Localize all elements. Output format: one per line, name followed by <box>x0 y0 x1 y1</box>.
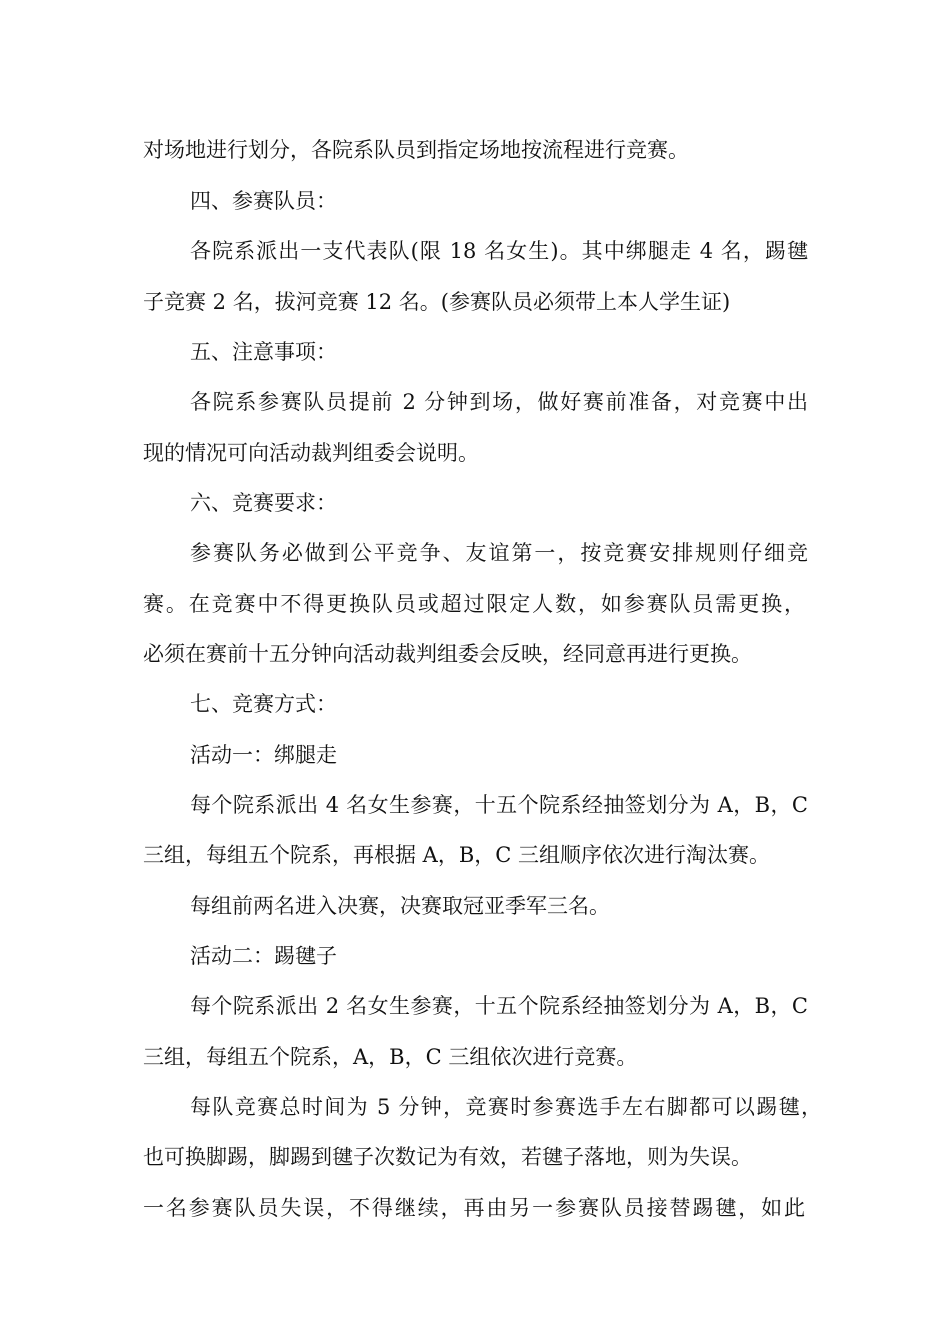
section-heading: 七、竞赛方式： <box>190 692 337 716</box>
section-heading: 六、竞赛要求： <box>190 491 337 515</box>
paragraph-line: 参赛队务必做到公平竞争、友谊第一，按竞赛安排规则仔细竞 <box>190 541 808 565</box>
section-heading: 五、注意事项： <box>190 340 337 364</box>
paragraph-line: 现的情况可向活动裁判组委会说明。 <box>143 441 479 465</box>
paragraph-line: 每队竞赛总时间为 5 分钟，竞赛时参赛选手左右脚都可以踢毽， <box>190 1095 822 1119</box>
paragraph-line: 每个院系派出 4 名女生参赛，十五个院系经抽签划分为 A，B，C <box>190 793 808 817</box>
paragraph-line: 各院系派出一支代表队(限 18 名女生)。其中绑腿走 4 名，踢毽 <box>190 239 808 263</box>
paragraph-line: 对场地进行划分，各院系队员到指定场地按流程进行竞赛。 <box>143 138 689 162</box>
subsection-heading: 活动一：绑腿走 <box>190 743 337 767</box>
paragraph-line: 赛。在竞赛中不得更换队员或超过限定人数，如参赛队员需更换， <box>143 592 805 616</box>
subsection-heading: 活动二：踢毽子 <box>190 944 337 968</box>
paragraph-line: 子竞赛 2 名，拔河竞赛 12 名。(参赛队员必须带上本人学生证) <box>143 290 731 314</box>
paragraph-line: 必须在赛前十五分钟向活动裁判组委会反映，经同意再进行更换。 <box>143 642 752 666</box>
paragraph-line: 一名参赛队员失误，不得继续，再由另一参赛队员接替踢毽，如此 <box>143 1196 805 1220</box>
paragraph-line: 每组前两名进入决赛，决赛取冠亚季军三名。 <box>190 894 610 918</box>
paragraph-line: 三组，每组五个院系，A，B，C 三组依次进行竞赛。 <box>143 1045 638 1069</box>
paragraph-line: 各院系参赛队员提前 2 分钟到场，做好赛前准备，对竞赛中出 <box>190 390 808 414</box>
paragraph-line: 三组，每组五个院系，再根据 A，B，C 三组顺序依次进行淘汰赛。 <box>143 843 771 867</box>
paragraph-line: 每个院系派出 2 名女生参赛，十五个院系经抽签划分为 A，B，C <box>190 994 808 1018</box>
section-heading: 四、参赛队员： <box>190 189 337 213</box>
paragraph-line: 也可换脚踢，脚踢到毽子次数记为有效，若毽子落地，则为失误。 <box>143 1145 752 1169</box>
